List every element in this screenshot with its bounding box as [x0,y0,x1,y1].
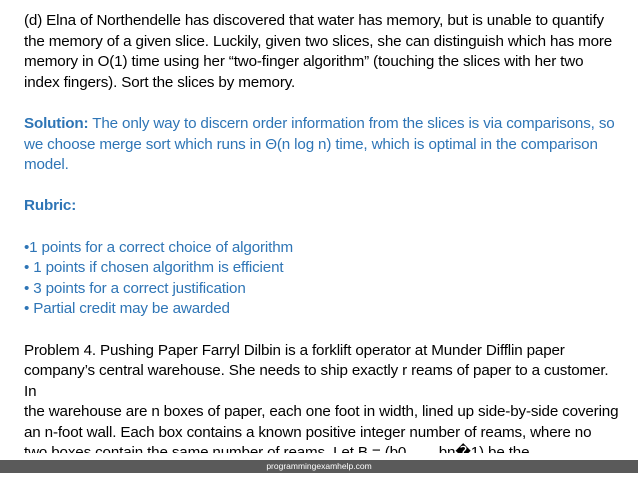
problem-4-line-1: Problem 4. Pushing Paper Farryl Dilbin is a forklift operator at Munder Difflin paper [24,341,565,359]
solution-label: Solution: [24,114,89,132]
rubric-item: • Partial credit may be awarded [24,300,230,318]
spacer [24,93,624,114]
problem-d-line-1: (d) Elna of Northendelle has discovered that water has memory, but is unable to quantify [24,12,604,29]
slide-content [24,11,624,464]
spacer [24,217,624,238]
solution-line-1 [24,114,624,135]
problem-4-line-3: the warehouse are n boxes of paper, each one foot in width, lined up side-by-side covering [24,403,619,421]
rubric-heading: Rubric: [24,197,77,215]
solution-line-2: we choose merge sort which runs in Θ(n log n) time, which is optimal in the comparison [24,135,598,153]
problem-d-line-2: the memory of a given slice. Luckily, given two slices, she can distinguish which has more [24,32,613,50]
rubric-item: • 3 points for a correct justification [24,279,246,297]
footer-url[interactable]: programmingexamhelp.com [266,461,372,471]
solution-text-1: The only way to discern order information from the slices is via comparisons, so [88,114,615,132]
spacer [24,320,624,341]
problem-d-line-4: index fingers). Sort the slices by memory. [24,73,296,91]
problem-4-line-4: an n-foot wall. Each box contains a known positive integer number of reams, where no [24,423,592,441]
problem-d-line-3: memory in O(1) time using her “two-finger algorithm” (touching the slices with her two [24,53,584,71]
spacer [24,176,624,197]
rubric-item: •1 points for a correct choice of algorithm [24,238,293,256]
solution-line-3: model. [24,156,69,174]
problem-4-line-2: company’s central warehouse. She needs to ship exactly r reams of paper to a customer. In [24,362,613,400]
rubric-item: • 1 points if chosen algorithm is efficient [24,259,284,277]
